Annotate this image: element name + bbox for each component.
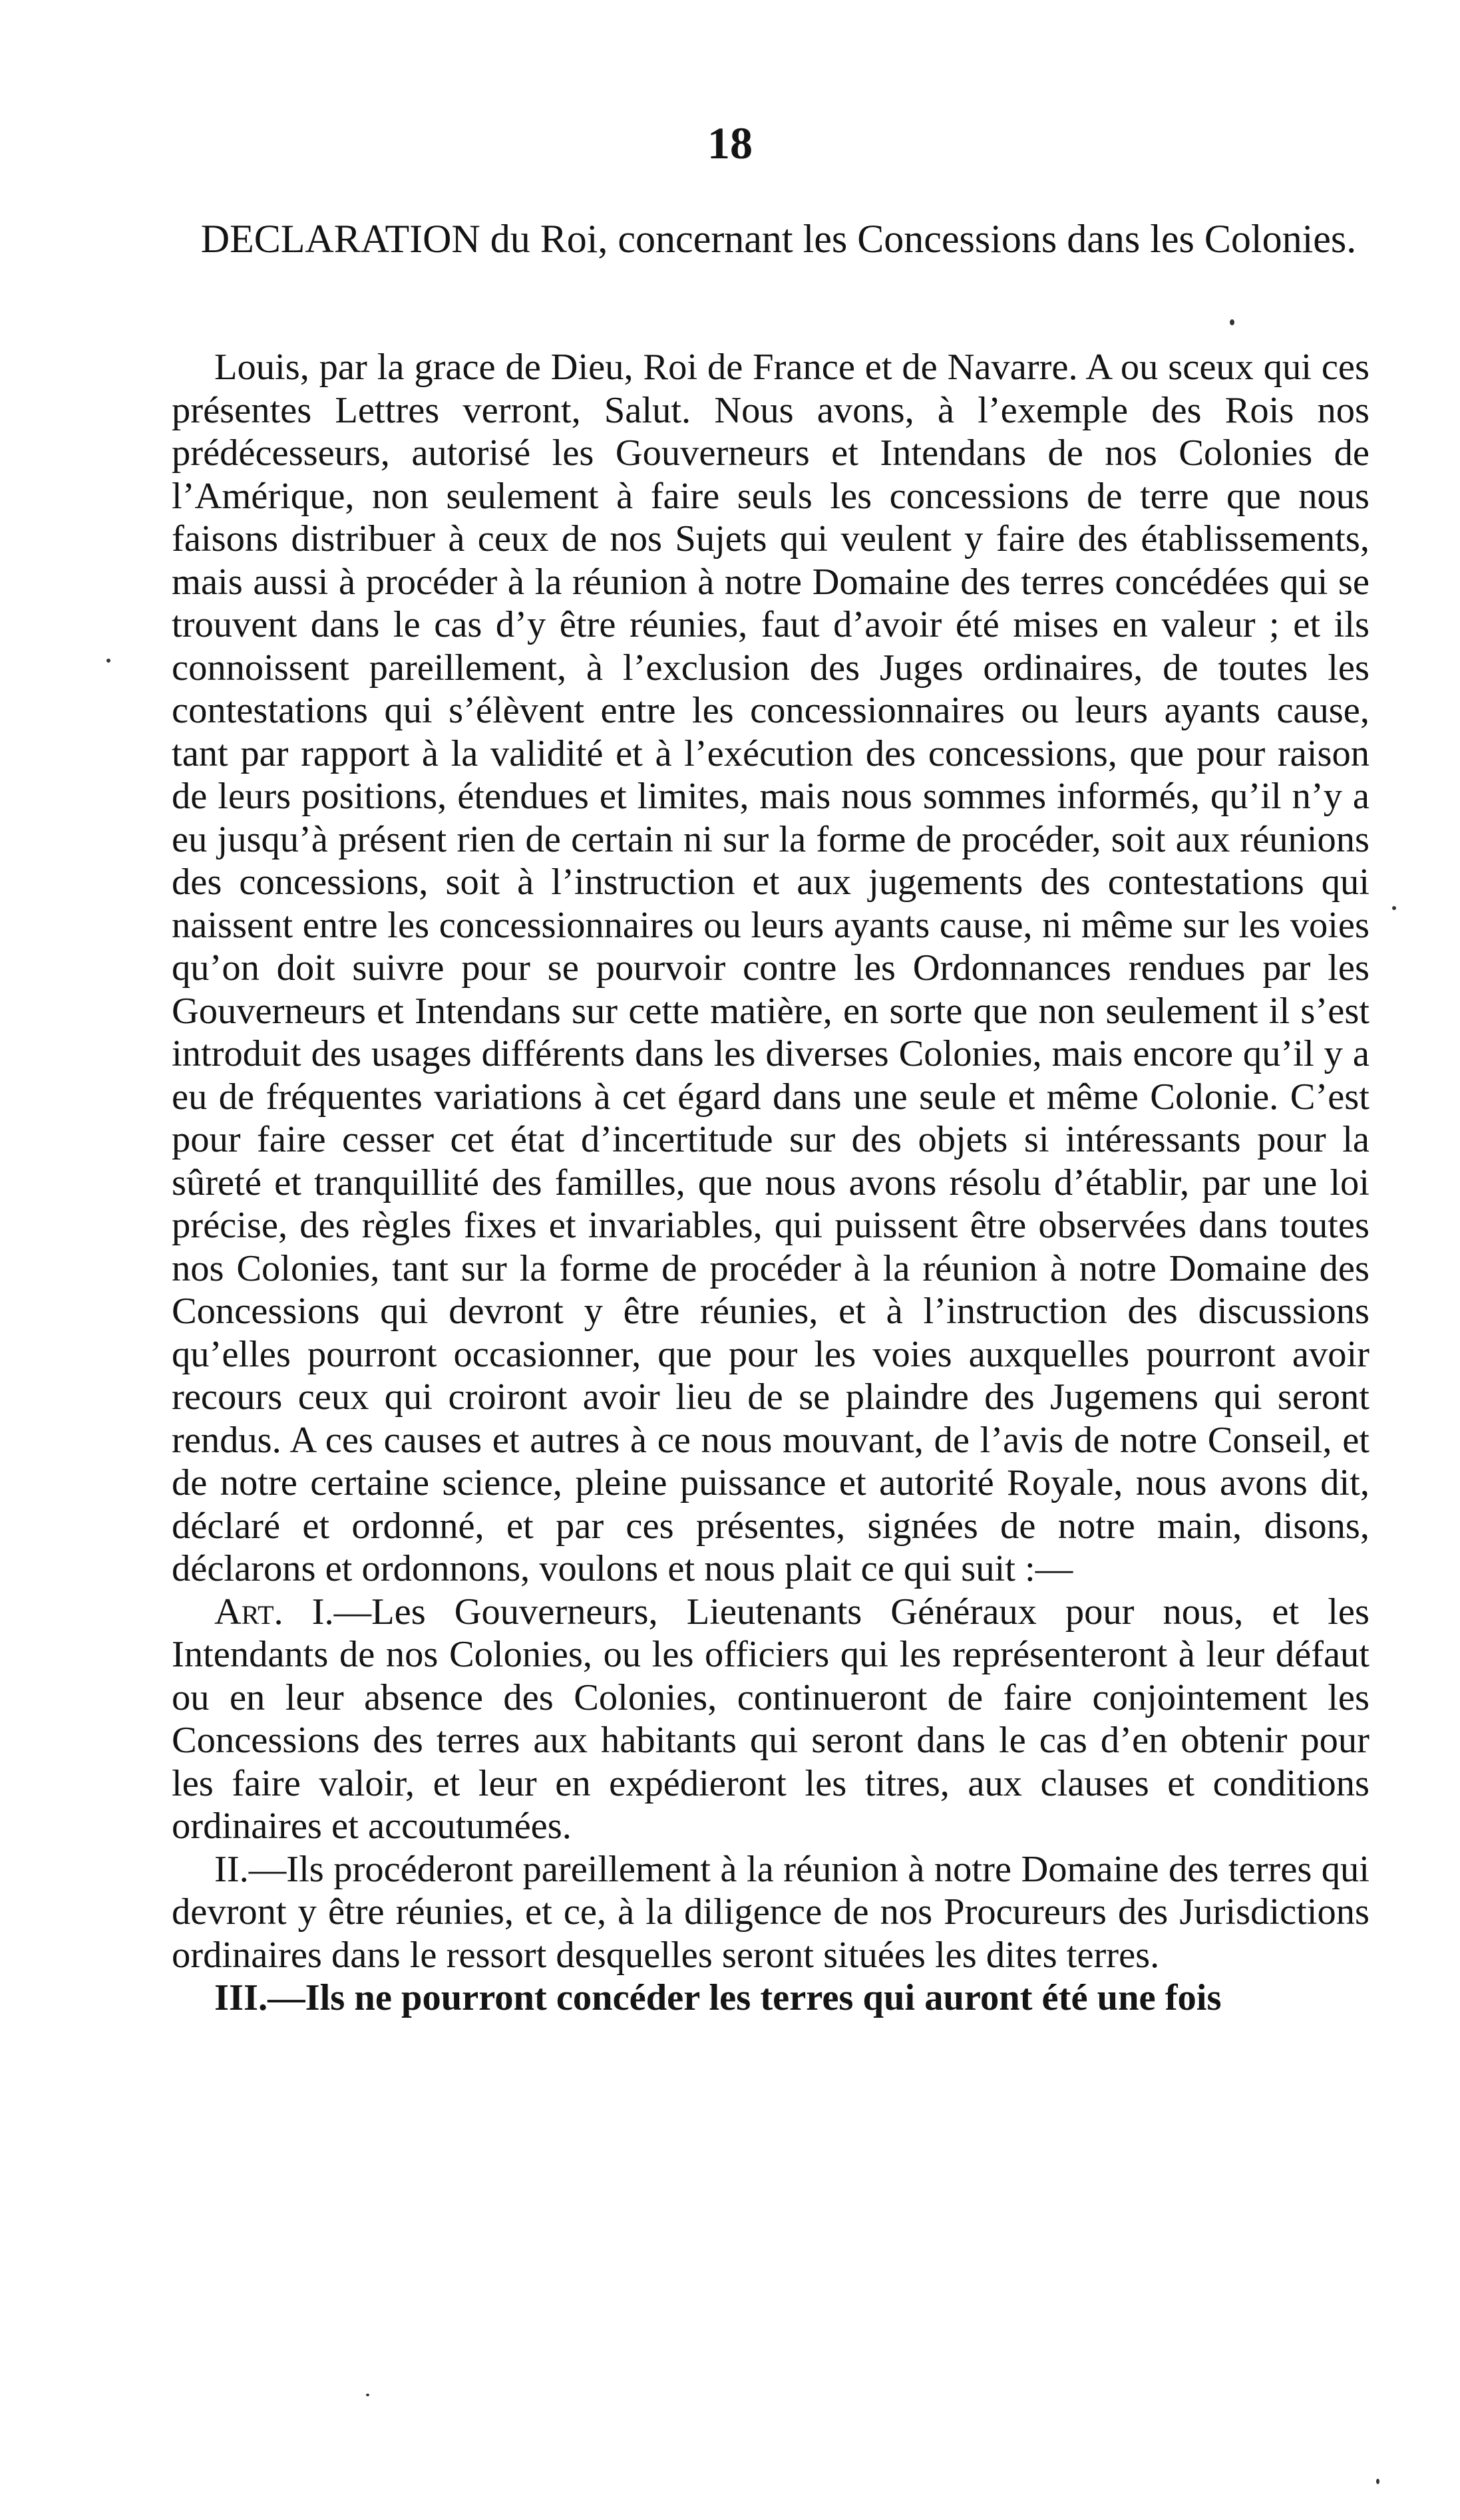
article-2 <box>172 1848 1369 1977</box>
print-speck <box>1392 906 1396 910</box>
print-speck <box>106 659 110 663</box>
article-3-label: III. <box>214 1977 268 2018</box>
preamble-paragraph: Louis, par la grace de Dieu, Roi de France et de Navarre. A ou sceux qui ces présentes Lettres verront, Salut. Nous avons, à l’exemple des Rois nos prédécesseurs, autorisé les Gouverneurs et Intendans de nos Colonies de l’Amérique, non seulement à faire seuls les concessions de terre que nous faisons distribuer à ceux de nos Sujets qui veulent y faire des établissements, mais aussi à procéder à la réunion à notre Domaine des terres concédées qui se trouvent dans le cas d’y être réunies, faut d’avoir été mises en valeur ; et ils connoissent pareillement, à l’exclusion des Juges ordinaires, de toutes les contestations qui s’élèvent entre les concessionnaires ou leurs ayants cause, tant par rapport à la validité et à l’exécution des concessions, que pour raison de leurs positions, étendues et limites, mais nous sommes informés, qu’il n’y a eu jusqu’à présent rien de certain ni sur la forme de procéder, soit aux réunions des concessions, soit à l’instruction et aux jugements des contestations qui naissent entre les concessionnaires ou leurs ayants cause, ni même sur les voies qu’on doit suivre pour se pourvoir contre les Ordonnances rendues par les Gouverneurs et Intendans sur cette matière, en sorte que non seulement il s’est introduit des usages différents dans les diverses Colonies, mais encore qu’il y a eu de fréquentes variations à cet égard dans une seule et même Colonie. C’est pour faire cesser cet état d’incertitude sur des objets si intéressants pour la sûreté et tranquillité des familles, que nous avons résolu d’établir, par une loi précise, des règles fixes et invariables, qui puissent être observées dans toutes nos Colonies, tant sur la forme de procéder à la réunion à notre Domaine des Concessions qui devront y être réunies, et à l’instruction des discussions qu’elles pourront occasionner, que pour les voies auxquelles pourront avoir recours ceux qui croiront avoir lieu de se plaindre des Jugemens qui seront rendus. A ces causes et autres à ce nous mouvant, de l’avis de notre Conseil, et de notre certaine science, pleine puissance et autorité Royale, nous avons dit, déclaré et ordonné, et par ces présentes, signées de notre main, disons, déclarons et ordonnons, voulons et nous plait ce qui suit :— <box>172 347 1369 1589</box>
article-1-text: —Les Gouverneurs, Lieutenants Généraux pour nous, et les Intendants de nos Colonies, ou les officiers qui les représenteront à leur défaut ou en leur absence des Colonies, continueront de faire conjointement les Concessions des terres aux habitants qui seront dans le cas d’en obtenir pour les faire valoir, et leur en expédieront les titres, aux clauses et conditions ordinaires et accoutumées. <box>172 1591 1369 1847</box>
print-speck <box>1376 2479 1379 2484</box>
article-1-label: Art. I. <box>214 1591 334 1633</box>
document-body <box>172 346 1369 2020</box>
article-3-text: —Ils ne pourront concéder les terres qui auront été une fois <box>268 1977 1222 2018</box>
print-speck <box>1230 319 1234 325</box>
article-3 <box>172 1976 1369 2020</box>
page-number: 18 <box>707 118 753 168</box>
declaration-title: DECLARATION du Roi, concernant les Concessions dans les Colonies. <box>200 217 1357 261</box>
article-1 <box>172 1591 1369 1848</box>
article-2-text: —Ils procéderont pareillement à la réunion à notre Domaine des terres qui devront y être réunies, et ce, à la diligence de nos Procureurs des Jurisdictions ordinaires dans le ressort desquelles seront situées les dites terres. <box>172 1848 1369 1976</box>
article-2-label: II. <box>214 1848 249 1890</box>
print-speck <box>366 2394 369 2396</box>
